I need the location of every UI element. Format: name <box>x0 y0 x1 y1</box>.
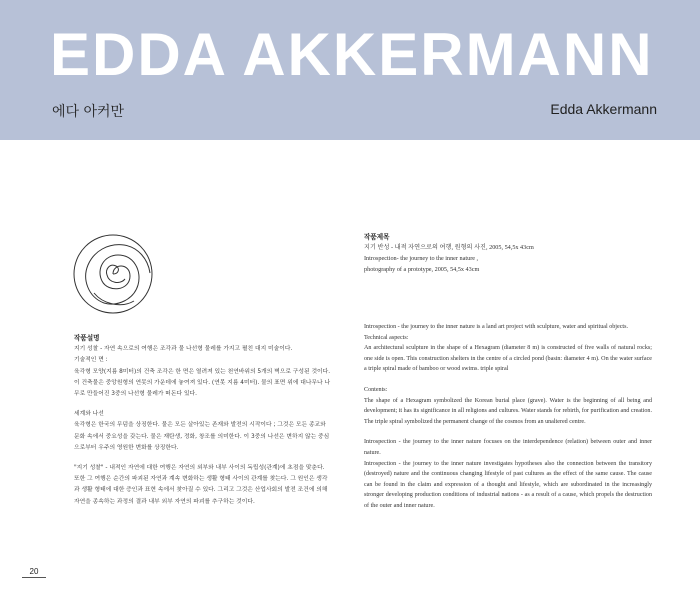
artist-name-english: Edda Akkermann <box>550 101 657 117</box>
paragraph: An architectural sculpture in the shape of a Hexagram (diameter 8 m) is constructed of five walls of natural rocks; one side is open. This construction shelters in the centre of a circled pond (basin: diameter 4 m). On the water surface a triple spiral made of bamboo or wood swims. triple spiral <box>364 345 652 373</box>
paragraph: Introspection - the journey to the inner nature focuses on the interdependence (relation) between outer and inner nature. <box>364 439 652 456</box>
paragraph: 세계와 나선 <box>74 411 104 418</box>
artist-name-title: EDDA AKKERMANN <box>50 21 654 88</box>
paragraph: Introspection - the journey to the inner nature is a land art project with sculpture, water and spiritual objects. <box>364 324 628 330</box>
artist-name-korean: 에다 아커만 <box>52 104 125 120</box>
korean-description <box>74 333 332 508</box>
triple-spiral-icon <box>72 233 154 315</box>
page-number: 20 <box>22 566 46 578</box>
paragraph: 육각형은 한국의 무덤을 상징한다. 물은 모든 살아있는 존재와 발전의 시작이다 ; 그것은 모든 종교와 문화 속에서 중요성을 갖는다. 물은 재탄생, 정화, 창조를 의미한다. 이 3중의 나선은 변하지 않는 중심으로부터 우주의 영원한 변화를 상징한다. <box>74 422 330 451</box>
work-info-line: photography of a prototype, 2005, 54,5x 43cm <box>364 266 480 274</box>
work-info <box>364 242 644 276</box>
work-info-line: Introspection- the journey to the inner nature , <box>364 255 479 263</box>
paragraph: 지기 성찰 - 자연 속으로의 여행은 조각과 물 나선형 물레를 가지고 펼친 대지 미술이다. <box>74 346 293 353</box>
paragraph: Contents: <box>364 386 388 393</box>
paragraph: 기술적인 면 : <box>74 357 108 364</box>
korean-heading: 작품설명 <box>74 334 100 342</box>
paragraph: 육각형 모양(지름 8미터)의 건축 조각은 한 면은 열려져 있는 천연바위의 5개의 벽으로 구성된 것이다. 이 건축물은 중앙원형의 연못의 가운데에 놓여져 있다. (연못 지름 4미터). 물의 표면 위에 대나무나 나무로 만들어진 3중의 나선형 물레가 떠돈다 있다. <box>74 368 331 398</box>
paragraph: 또한 그 여행은 순간의 파괴된 자연과 계속 변화하는 생활 형태 사이의 관계를 찾는다. 그 원인은 생각과 생활 형태에 대한 증인과 표현 속에서 찾아질 수 있다. 그리고 그것은 산업사회의 발전 조건에 의해 자연을 종속하는 과정의 결과 내부 외부 자연의 파괴를 추구하는 것이다. <box>74 476 328 505</box>
paragraph: The shape of a Hexagram symbolized the Korean burial place (grave). Water is the beginning of all being and development; it has its significance in all religions and cultures. Water stands for rebirth, for purification and creation. The triple spiral symbolized the permanent change of the cosmos from an unaltered centre. <box>364 397 652 425</box>
english-description <box>364 322 652 512</box>
paragraph: "지기 성찰" - 내적인 자연에 대한 여행은 자연의 외부와 내부 사이의 독립성(관계)에 초점을 맞춘다. <box>74 465 325 472</box>
header-banner <box>0 0 700 140</box>
work-info-line: 지기 반성 - 내적 자연으로의 여행, 원형의 사진, 2005, 54,5x 43cm <box>364 244 534 251</box>
work-title-heading: 작품제목 <box>364 233 390 241</box>
paragraph: Technical aspects: <box>364 334 409 341</box>
paragraph: Introspection - the journey to the inner nature investigates hypotheses also the connection between the transitory (destroyed) nature and the continuous changing lifestyle of past cultures as the effect of the same cause. The cause can be found in the claim and expression of a thought and lifestyle, which are subordinated in the increasingly stronger developing production conditions of industrial nations - as a result of a cause, which propels the destruction of the outer and inner nature. <box>364 460 652 509</box>
